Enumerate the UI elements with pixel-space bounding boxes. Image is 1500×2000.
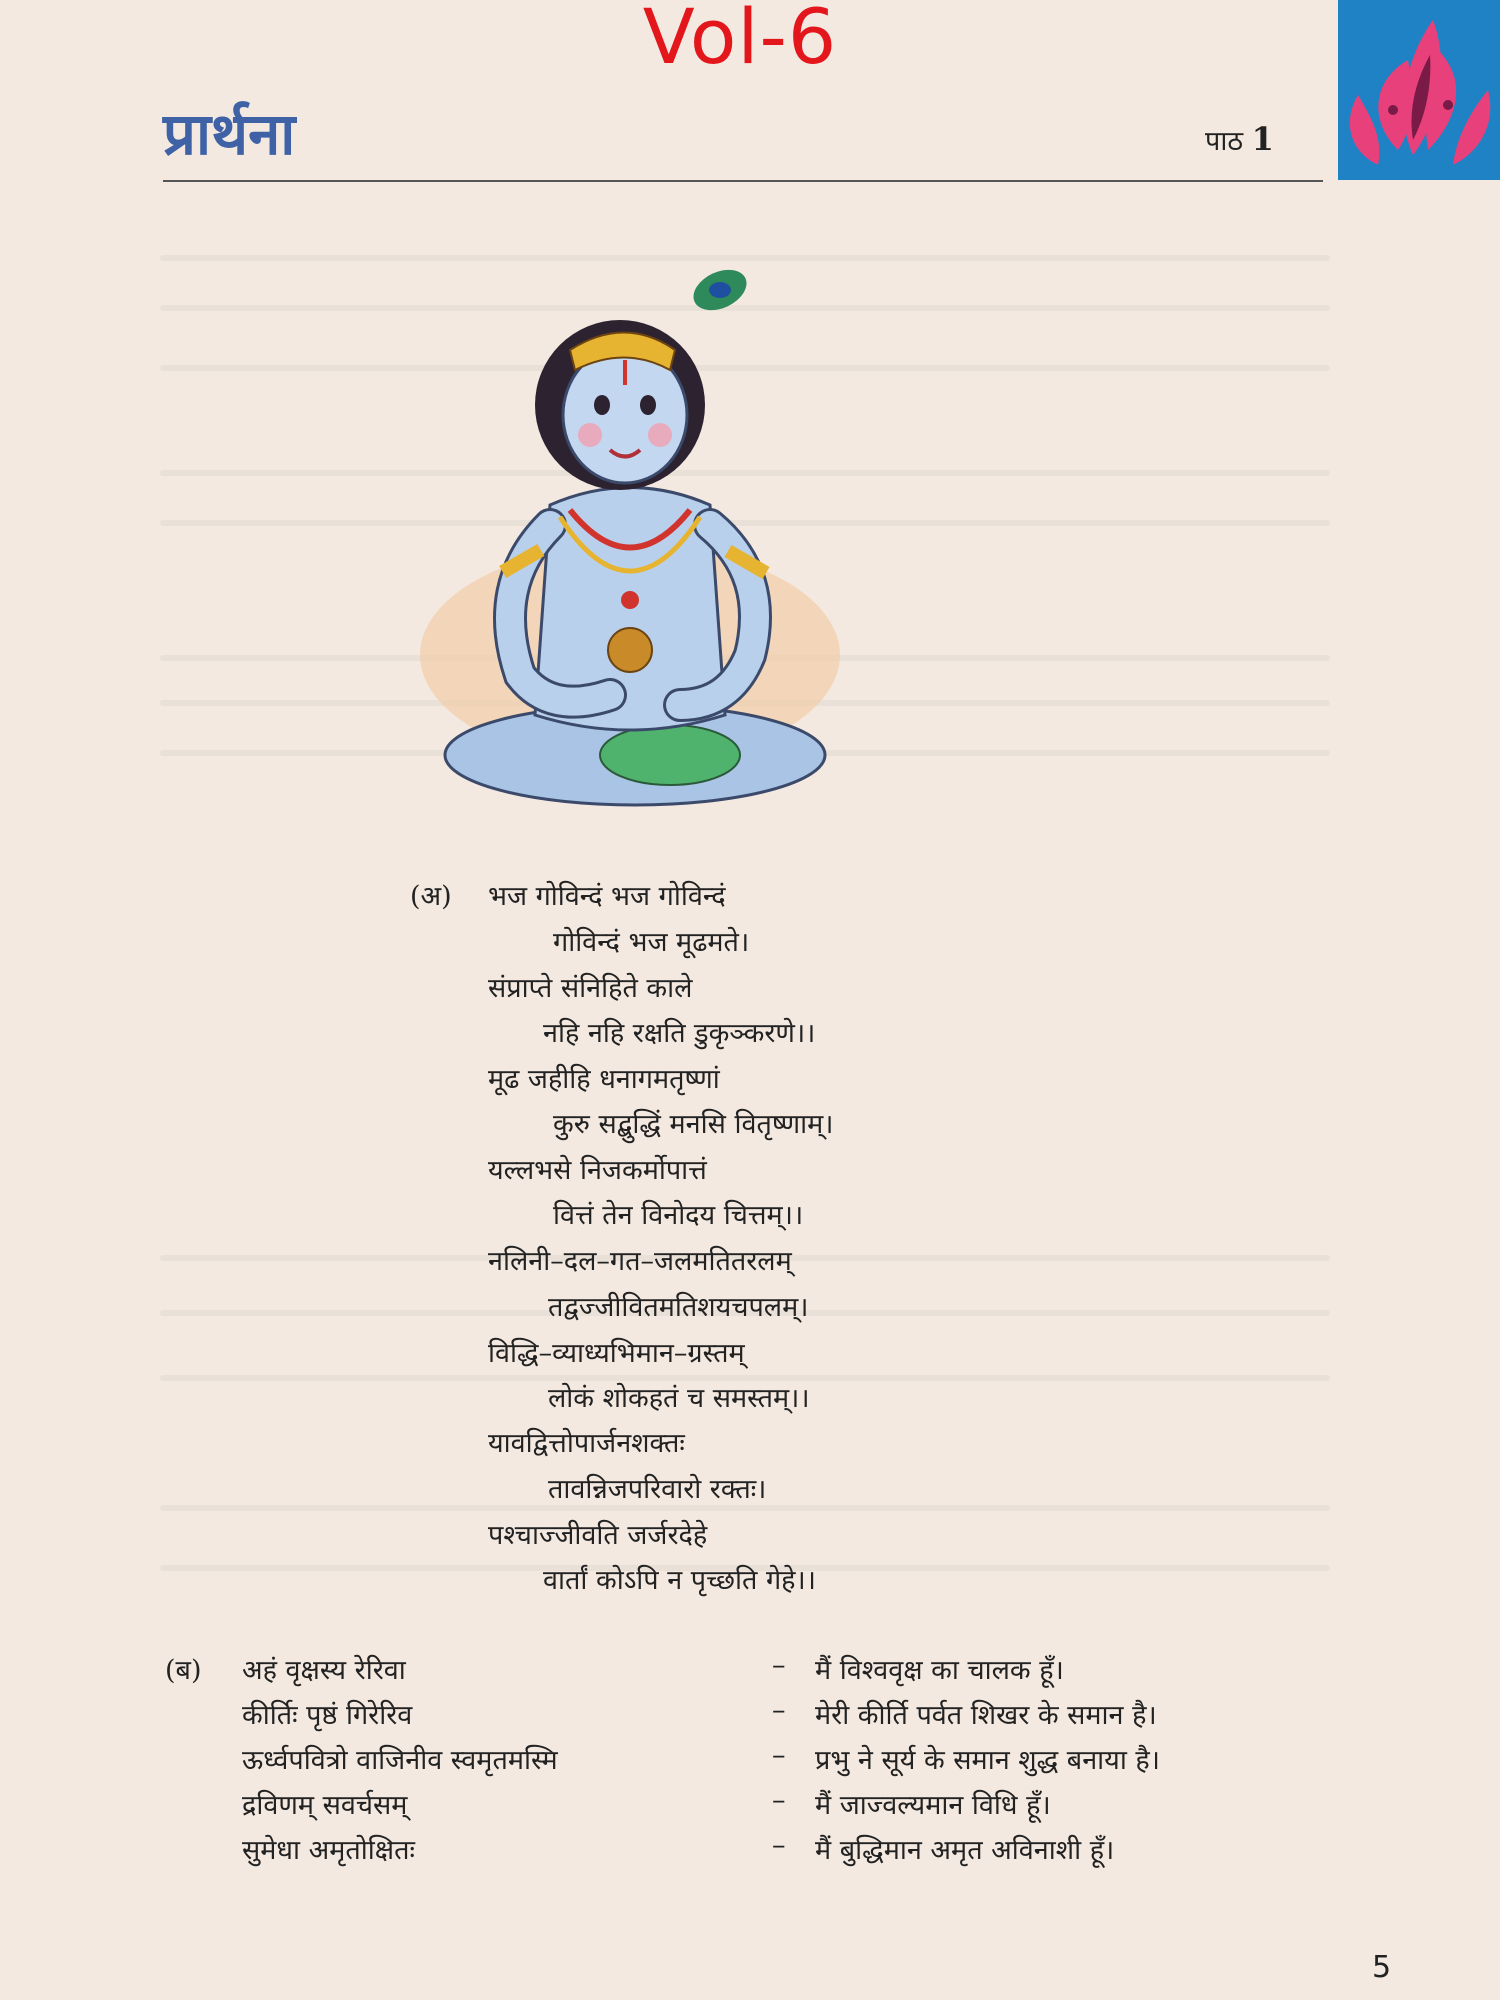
header-divider: [163, 180, 1323, 182]
sanskrit-line: ऊर्ध्वपवित्रो वाजिनीव स्वमृतमस्मि: [242, 1745, 558, 1776]
page-number: 5: [1372, 1950, 1392, 1985]
separator-dash: –: [772, 1830, 786, 1861]
lesson-number: [1205, 120, 1274, 158]
hindi-meaning: मैं विश्ववृक्ष का चालक हूँ।: [815, 1655, 1064, 1686]
verse-line: संप्राप्ते संनिहिते काले: [488, 973, 693, 1004]
separator-dash: –: [772, 1740, 786, 1771]
verse-line: वार्तां कोऽपि न पृच्छति गेहे।।: [543, 1565, 816, 1596]
verse-line: भज गोविन्दं भज गोविन्दं: [488, 881, 726, 912]
verse-line: तावन्निजपरिवारो रक्तः।: [548, 1474, 767, 1505]
sanskrit-line: द्रविणम् सवर्चसम्: [242, 1790, 408, 1821]
verse-line: तद्वज्जीवितमतिशयचपलम्।: [548, 1292, 809, 1323]
sanskrit-line: अहं वृक्षस्य रेरिवा: [242, 1655, 406, 1686]
verse-line: पश्चाज्जीवति जर्जरदेहे: [488, 1520, 708, 1551]
lesson-label: पाठ: [1205, 126, 1244, 157]
verse-line: विद्धि–व्याध्यभिमान–ग्रस्तम्: [488, 1338, 745, 1369]
verse-line: यावद्वित्तोपार्जनशक्तः: [488, 1428, 685, 1459]
verse-line: गोविन्दं भज मूढमते।: [553, 927, 750, 958]
hindi-meaning: मैं जाज्वल्यमान विधि हूँ।: [815, 1790, 1051, 1821]
separator-dash: –: [772, 1695, 786, 1726]
sanskrit-line: सुमेधा अमृतोक्षितः: [242, 1835, 415, 1866]
section-b-marker: (ब): [165, 1655, 202, 1686]
child-krishna-illustration: [420, 255, 840, 815]
hindi-meaning: मैं बुद्धिमान अमृत अविनाशी हूँ।: [815, 1835, 1115, 1866]
sanskrit-line: कीर्तिः पृष्ठं गिरेरिव: [242, 1700, 413, 1731]
separator-dash: –: [772, 1650, 786, 1681]
verse-line: वित्तं तेन विनोदय चित्तम्।।: [553, 1200, 804, 1231]
verse-line: नहि नहि रक्षति डुकृञ्करणे।।: [543, 1018, 816, 1049]
verse-line: कुरु सद्बुद्धिं मनसि वितृष्णाम्।: [553, 1109, 834, 1140]
verse-line: नलिनी–दल–गत–जलमतितरलम्: [488, 1246, 792, 1277]
separator-dash: –: [772, 1785, 786, 1816]
verse-line: मूढ जहीहि धनागमतृष्णां: [488, 1064, 720, 1095]
lotus-flower-icon: [1338, 0, 1500, 180]
volume-label: Vol-6: [642, 0, 838, 81]
verse-line: लोकं शोकहतं च समस्तम्।।: [548, 1383, 810, 1414]
lesson-number-value: 1: [1251, 120, 1274, 158]
hindi-meaning: प्रभु ने सूर्य के समान शुद्ध बनाया है।: [815, 1745, 1160, 1776]
verse-line: यल्लभसे निजकर्मोपात्तं: [488, 1155, 707, 1186]
hindi-meaning: मेरी कीर्ति पर्वत शिखर के समान है।: [815, 1700, 1157, 1731]
page-title: प्रार्थना: [163, 100, 296, 168]
section-a-marker: (अ): [410, 881, 452, 912]
